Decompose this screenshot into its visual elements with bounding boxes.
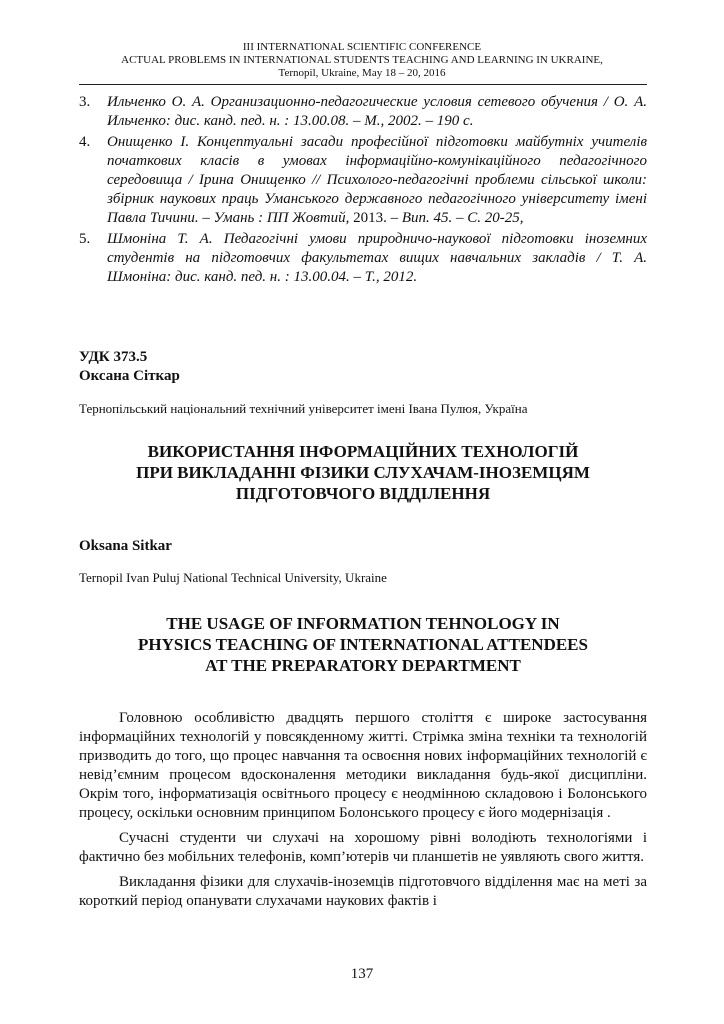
- reference-number: 3.: [79, 94, 91, 110]
- article-title-ua: [79, 441, 647, 504]
- reference-text: Шмоніна Т. А. Педагогічні умови природничо-наукової підготовки іноземних студентів на підготовчих факультетах вищих навчальних закладів / Т. А. Шмоніна: дис. канд. пед. н. : 13.00.04. – Т., 2012.: [107, 231, 647, 285]
- title-en-line-1: THE USAGE OF INFORMATION TEHNOLOGY IN: [166, 614, 560, 633]
- affiliation-ua: Тернопільський національний технічний університет імені Івана Пулюя, Україна: [79, 401, 528, 416]
- header-line-3: Ternopil, Ukraine, May 18 – 20, 2016: [278, 67, 446, 79]
- title-ua-line-2: ПРИ ВИКЛАДАННІ ФІЗИКИ СЛУХАЧАМ-ІНОЗЕМЦЯМ: [136, 463, 590, 482]
- reference-text: [107, 133, 647, 228]
- reference-list: [79, 93, 647, 289]
- reference-year: 2013.: [353, 210, 387, 226]
- header-divider: [79, 84, 647, 85]
- reference-number: 5.: [79, 231, 91, 247]
- reference-text: Ильченко О. А. Организационно-педагогические условия сетевого обучения / О. А. Ильченко: дис. канд. пед. н. : 13.00.08. – М., 2002. – 190 с.: [107, 94, 647, 129]
- conference-header: [60, 41, 664, 80]
- udc-code: УДК 373.5: [79, 349, 148, 365]
- body-paragraph: Сучасні студенти чи слухачі на хорошому рівні володіють технологіями і фактично без мобільних телефонів, комп’ютерів чи планшетів не уявляють свого життя.: [79, 830, 647, 865]
- page-number: 137: [350, 966, 374, 982]
- author-name-en: Oksana Sitkar: [79, 538, 172, 554]
- reference-number: 4.: [79, 134, 91, 150]
- header-line-1: III INTERNATIONAL SCIENTIFIC CONFERENCE: [242, 41, 482, 53]
- reference-item: [79, 230, 647, 287]
- reference-text-main: Онищенко І. Концептуальні засади професійної підготовки майбутніх учителів початкових класів в умовах інформаційно-комунікаційного педагогічного середовища / Ірина Онищенко // Психолого-педагогічні проблеми сільської школи: збірник наукових праць Уманського державного педагогічного університету імені Павла Тичини. – Умань : ПП Жовтий,: [107, 134, 647, 226]
- author-name-ua: Оксана Сіткар: [79, 368, 180, 384]
- header-line-2: ACTUAL PROBLEMS IN INTERNATIONAL STUDENTS TEACHING AND LEARNING IN UKRAINE,: [121, 54, 603, 66]
- article-body: [79, 709, 647, 917]
- title-ua-line-3: ПІДГОТОВЧОГО ВІДДІЛЕННЯ: [235, 484, 491, 503]
- title-en-line-2: PHYSICS TEACHING OF INTERNATIONAL ATTENDEES: [138, 635, 588, 654]
- body-paragraph: Викладання фізики для слухачів-іноземців підготовчого відділення має на меті за короткий період опанувати слухачами наукових фактів і: [79, 874, 647, 909]
- reference-item: [79, 93, 647, 131]
- affiliation-en: Ternopil Ivan Puluj National Technical University, Ukraine: [79, 570, 387, 585]
- reference-text-tail: – Вип. 45. – С. 20-25,: [386, 210, 524, 226]
- reference-item: [79, 133, 647, 228]
- body-paragraph: Головною особливістю двадцять першого століття є широке застосування інформаційних технологій у повсякденному житті. Стрімка зміна техніки та технологій призводить до того, що процес навчання та освоєння нових інформаційних технологій є невід’ємним процесом вдосконалення методики викладання будь-якої дисципліни. Окрім того, інформатизація освітнього процесу є неодмінною складовою і Болонського процесу, оскільки основним принципом Болонського процесу є його модернізація .: [79, 710, 647, 821]
- title-en-line-3: AT THE PREPARATORY DEPARTMENT: [205, 656, 521, 675]
- title-ua-line-1: ВИКОРИСТАННЯ ІНФОРМАЦІЙНИХ ТЕХНОЛОГІЙ: [147, 442, 579, 461]
- article-title-en: [79, 613, 647, 676]
